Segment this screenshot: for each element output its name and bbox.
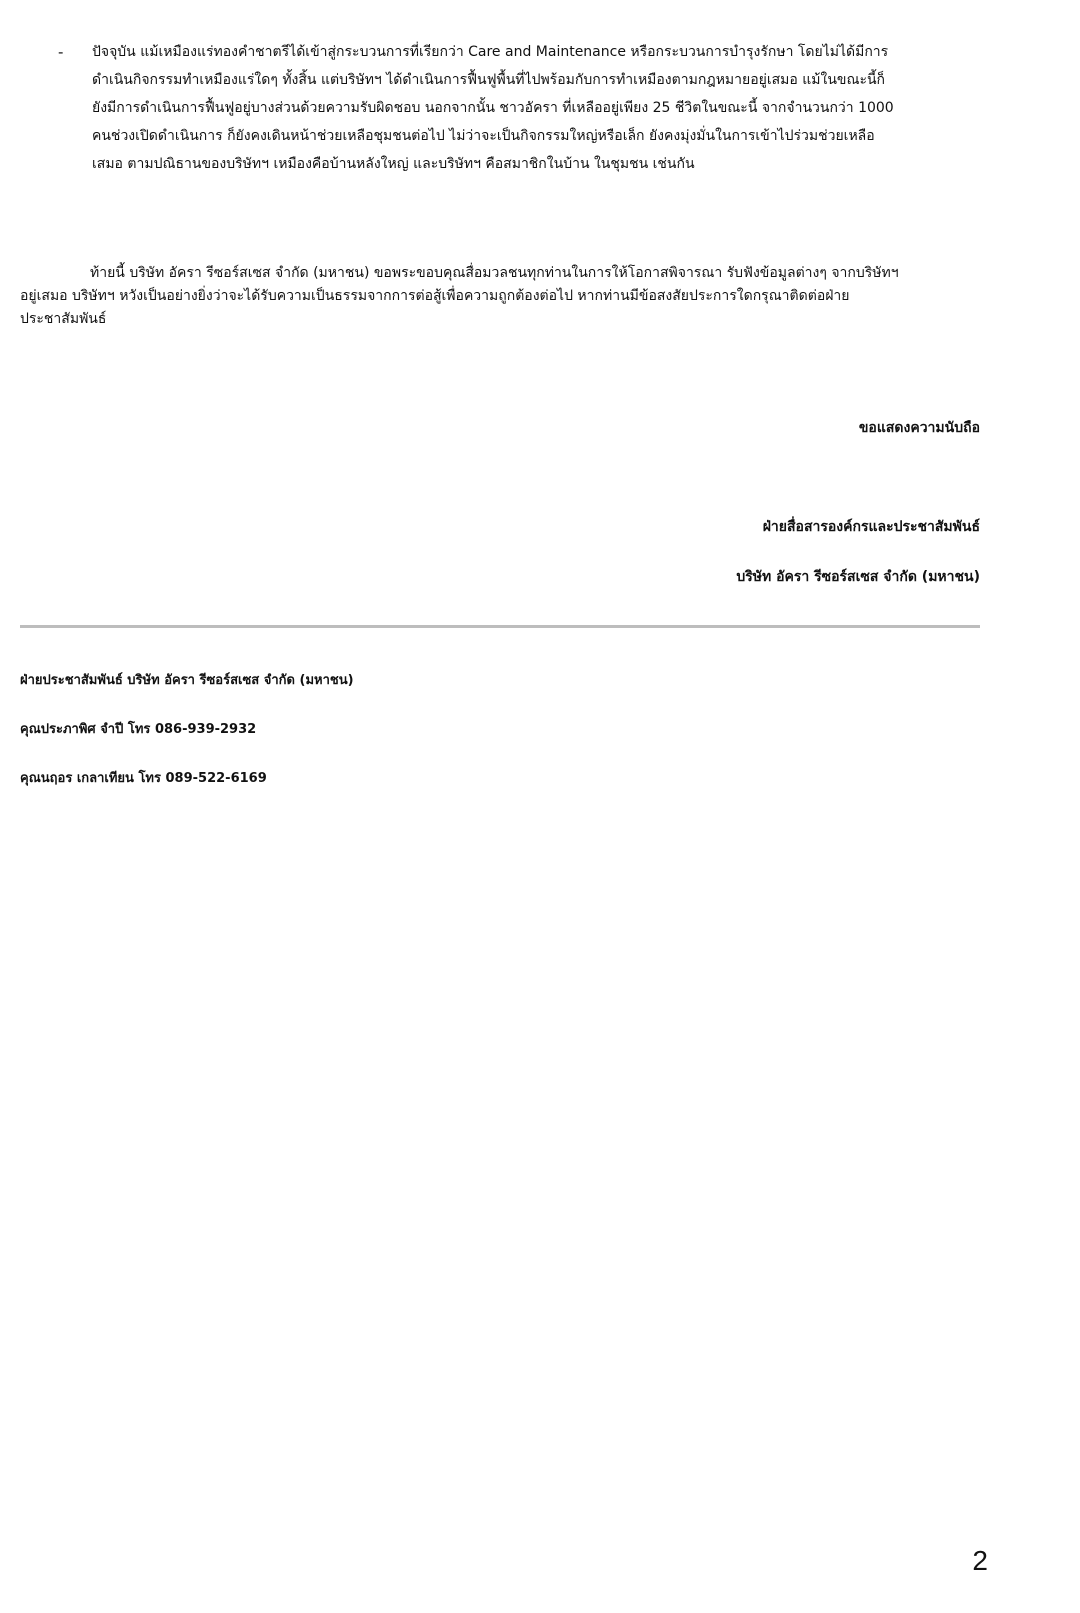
- bullet-text: [92, 38, 972, 178]
- contact-person-1: คุณประภาพิศ จำปี โทร 086-939-2932: [20, 722, 257, 737]
- closing-regards: ขอแสดงความนับถือ: [858, 420, 980, 436]
- bullet-marker: -: [58, 43, 64, 61]
- signature-department: ฝ่ายสื่อสารองค์กรและประชาสัมพันธ์: [762, 519, 980, 535]
- bullet-line-5: เสมอ ตามปณิธานของบริษัทฯ เหมืองคือบ้านหลังใหญ่ และบริษัทฯ คือสมาชิกในบ้าน ในชุมชน เช่นกัน: [92, 156, 695, 172]
- bullet-line-4: คนช่วงเปิดดำเนินการ ก็ยังคงเดินหน้าช่วยเหลือชุมชนต่อไป ไม่ว่าจะเป็นกิจกรรมใหญ่หรือเล็ก ยังคงมุ่งมั่นในการเข้าไปร่วมช่วยเหลือ: [92, 128, 875, 144]
- contact-heading: ฝ่ายประชาสัมพันธ์ บริษัท อัครา รีซอร์สเซส จำกัด (มหาชน): [20, 673, 354, 688]
- bullet-line-2: ดำเนินกิจกรรมทำเหมืองแร่ใดๆ ทั้งสิ้น แต่บริษัทฯ ได้ดำเนินการฟื้นฟูพื้นที่ไปพร้อมกับการทำเหมืองตามกฎหมายอยู่เสมอ แม้ในขณะนี้ก็: [92, 72, 886, 88]
- closing-line-1: ท้ายนี้ บริษัท อัครา รีซอร์สเซส จำกัด (มหาชน) ขอพระขอบคุณสื่อมวลชนทุกท่านในการให้โอกาสพิจารณา รับฟังข้อมูลต่างๆ จากบริษัทฯ: [90, 265, 899, 281]
- closing-paragraph: [20, 262, 990, 331]
- closing-line-2: อยู่เสมอ บริษัทฯ หวังเป็นอย่างยิ่งว่าจะได้รับความเป็นธรรมจากการต่อสู้เพื่อความถูกต้องต่อไป หากท่านมีข้อสงสัยประการใดกรุณาติดต่อฝ่าย: [20, 288, 850, 304]
- signature-company: บริษัท อัครา รีซอร์สเซส จำกัด (มหาชน): [736, 569, 980, 585]
- page-number: 2: [972, 1545, 988, 1576]
- bullet-line-3: ยังมีการดำเนินการฟื้นฟูอยู่บางส่วนด้วยความรับผิดชอบ นอกจากนั้น ชาวอัครา ที่เหลืออยู่เพียง 25 ชีวิตในขณะนี้ จากจำนวนกว่า 1000: [92, 100, 894, 116]
- closing-line-3: ประชาสัมพันธ์: [20, 311, 107, 327]
- section-divider: [20, 625, 980, 628]
- contact-person-2: คุณนฤอร เกลาเทียน โทร 089-522-6169: [20, 771, 267, 786]
- bullet-line-1: ปัจจุบัน แม้เหมืองแร่ทองคำชาตรีได้เข้าสู่กระบวนการที่เรียกว่า Care and Maintenance หรือกระบวนการบำรุงรักษา โดยไม่ได้มีการ: [92, 44, 889, 60]
